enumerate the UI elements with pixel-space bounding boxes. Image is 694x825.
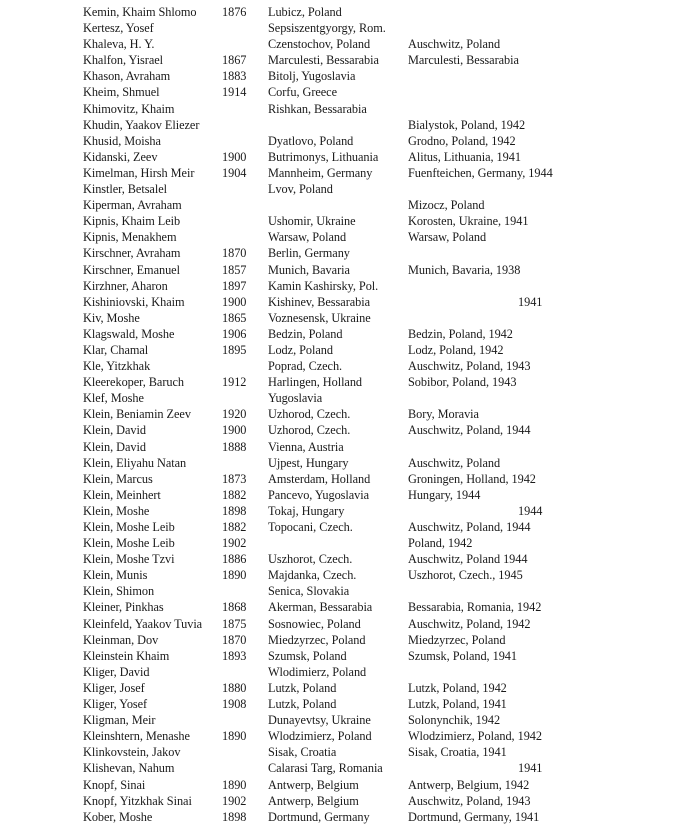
cell-fate: Szumsk, Poland, 1941: [408, 648, 517, 663]
cell-fate: Fuenfteichen, Germany, 1944: [408, 165, 553, 180]
table-row: [0, 551, 694, 567]
cell-birth-year: 1882: [222, 487, 247, 502]
cell-fate: Bory, Moravia: [408, 407, 479, 422]
table-row: [0, 519, 694, 535]
cell-birth-year: 1890: [222, 777, 247, 792]
cell-birth-year: 1868: [222, 600, 247, 615]
table-row: [0, 245, 694, 261]
cell-name: Kiv, Moshe: [83, 310, 140, 325]
cell-birth-year: 1886: [222, 552, 247, 567]
cell-name: Klein, Marcus: [83, 471, 153, 486]
cell-fate: Marculesti, Bessarabia: [408, 53, 519, 68]
cell-birth-year: [222, 36, 264, 52]
cell-fate: [405, 4, 694, 20]
cell-birth-year: 1880: [222, 680, 247, 695]
cell-fate: [405, 390, 694, 406]
table-row: [0, 406, 694, 422]
cell-name: Kober, Moshe: [83, 809, 153, 824]
cell-birthplace: Senica, Slovakia: [268, 584, 350, 599]
cell-fate: Auschwitz, Poland, 1944: [408, 520, 531, 534]
cell-name: Kleinshtern, Menashe: [83, 729, 190, 744]
cell-name: Klagswald, Moshe: [83, 326, 175, 341]
table-row: [0, 728, 694, 744]
cell-birthplace: Sosnowiec, Poland: [268, 616, 361, 631]
cell-birthplace: Kishinev, Bessarabia: [268, 294, 371, 309]
cell-fate: Mizocz, Poland: [408, 198, 485, 213]
cell-name: Kipnis, Khaim Leib: [83, 214, 181, 229]
cell-birth-year: [222, 197, 264, 213]
table-row: [0, 712, 694, 728]
cell-name: Kliger, David: [83, 664, 150, 679]
cell-birthplace: Lvov, Poland: [268, 182, 333, 197]
cell-fate: Korosten, Ukraine, 1941: [408, 214, 529, 229]
cell-birthplace: Lutzk, Poland: [268, 697, 337, 712]
cell-birth-year: 1882: [222, 520, 247, 534]
cell-fate: Groningen, Holland, 1942: [408, 471, 536, 486]
cell-birthplace: Corfu, Greece: [268, 85, 337, 100]
cell-birth-year: [222, 117, 264, 133]
cell-name: Khimovitz, Khaim: [83, 101, 175, 116]
cell-name: Klein, Eliyahu Natan: [83, 455, 187, 470]
cell-name: Khason, Avraham: [83, 69, 171, 84]
cell-birth-year: [222, 101, 264, 117]
cell-fate: Dortmund, Germany, 1941: [408, 809, 540, 824]
cell-fate: Poland, 1942: [408, 536, 473, 551]
cell-birthplace: Mannheim, Germany: [268, 165, 373, 180]
table-row: [0, 68, 694, 84]
cell-name: Klein, Munis: [83, 568, 148, 583]
cell-fate: Grodno, Poland, 1942: [408, 133, 516, 148]
cell-birth-year: [222, 181, 264, 197]
cell-birth-year: [222, 455, 264, 471]
cell-birthplace: Bitolj, Yugoslavia: [268, 69, 356, 84]
cell-birth-year: 1893: [222, 648, 247, 663]
cell-birth-year: 1898: [222, 809, 247, 824]
cell-birthplace: Marculesti, Bessarabia: [268, 53, 379, 68]
cell-name: Kleinstein Khaim: [83, 648, 170, 663]
cell-fate: 1944: [518, 503, 543, 518]
cell-name: Kligman, Meir: [83, 713, 156, 728]
cell-fate: [405, 664, 694, 680]
cell-name: Kimelman, Hirsh Meir: [83, 165, 195, 180]
cell-birth-year: 1870: [222, 632, 247, 647]
cell-fate: 1941: [518, 294, 543, 309]
cell-fate: [405, 20, 694, 36]
cell-fate: Auschwitz, Poland: [408, 37, 501, 52]
cell-birth-year: [222, 664, 264, 680]
cell-fate: Sisak, Croatia, 1941: [408, 745, 507, 760]
table-row: [0, 294, 694, 310]
cell-birth-year: 1912: [222, 375, 247, 390]
cell-birth-year: [222, 213, 264, 229]
table-row: [0, 149, 694, 165]
cell-birthplace: Miedzyrzec, Poland: [268, 632, 366, 647]
cell-birthplace: Lutzk, Poland: [268, 680, 337, 695]
cell-fate: Auschwitz, Poland, 1943: [408, 793, 531, 808]
cell-birth-year: [222, 760, 264, 776]
table-row: [0, 213, 694, 229]
cell-birthplace: Dunayevtsy, Ukraine: [268, 713, 371, 728]
cell-fate: Bialystok, Poland, 1942: [408, 117, 526, 132]
table-row: [0, 487, 694, 503]
cell-fate: Auschwitz, Poland 1944: [408, 552, 528, 567]
cell-fate: Auschwitz, Poland: [408, 455, 501, 470]
table-row: [0, 374, 694, 390]
cell-birthplace: Tokaj, Hungary: [268, 503, 345, 518]
table-row: [0, 535, 694, 551]
cell-name: Khaleva, H. Y.: [83, 37, 155, 52]
cell-fate: Lutzk, Poland, 1942: [408, 680, 507, 695]
table-row: [0, 310, 694, 326]
cell-birthplace: Czenstochov, Poland: [268, 37, 371, 52]
cell-birth-year: 1897: [222, 278, 247, 293]
cell-birthplace: Dortmund, Germany: [268, 809, 370, 824]
cell-birth-year: 1902: [222, 536, 247, 551]
cell-birth-year: [222, 358, 264, 374]
cell-birthplace: Rishkan, Bessarabia: [268, 101, 367, 116]
table-row: [0, 422, 694, 438]
cell-name: Kirzhner, Aharon: [83, 278, 168, 293]
table-row: [0, 229, 694, 245]
cell-birth-year: 1914: [222, 85, 247, 100]
cell-name: Klishevan, Nahum: [83, 761, 175, 776]
cell-fate: Solonynchik, 1942: [408, 713, 501, 728]
table-row: [0, 664, 694, 680]
cell-name: Kle, Yitzkhak: [83, 359, 151, 374]
cell-fate: Alitus, Lithuania, 1941: [408, 149, 521, 164]
cell-fate: [405, 181, 694, 197]
cell-birth-year: [222, 229, 264, 245]
cell-birth-year: [222, 20, 264, 36]
cell-birth-year: 1900: [222, 423, 247, 438]
cell-birthplace: Harlingen, Holland: [268, 375, 363, 390]
cell-fate: [405, 68, 694, 84]
cell-birth-year: 1870: [222, 246, 247, 261]
table-row: [0, 278, 694, 294]
cell-birth-year: 1902: [222, 793, 247, 808]
cell-fate: Wlodzimierz, Poland, 1942: [408, 729, 542, 744]
cell-birth-year: 1900: [222, 149, 247, 164]
cell-birth-year: 1906: [222, 326, 247, 341]
cell-fate: Antwerp, Belgium, 1942: [408, 777, 530, 792]
cell-fate: [405, 101, 694, 117]
table-row: [0, 744, 694, 760]
table-row: [0, 680, 694, 696]
cell-name: Khalfon, Yisrael: [83, 53, 164, 68]
table-body: [0, 4, 694, 825]
cell-fate: Warsaw, Poland: [408, 230, 487, 245]
cell-name: Knopf, Yitzkhak Sinai: [83, 793, 192, 808]
cell-fate: Munich, Bavaria, 1938: [408, 262, 521, 277]
table-row: [0, 809, 694, 825]
cell-birth-year: 1908: [222, 697, 247, 712]
table-row: [0, 503, 694, 519]
cell-birthplace: Voznesensk, Ukraine: [268, 310, 371, 325]
cell-fate: Bedzin, Poland, 1942: [408, 326, 513, 341]
cell-birthplace: Ujpest, Hungary: [268, 455, 349, 470]
table-row: [0, 760, 694, 776]
cell-birthplace: [264, 117, 405, 133]
cell-fate: Hungary, 1944: [408, 487, 481, 502]
cell-birth-year: [222, 133, 264, 149]
cell-birth-year: 1890: [222, 568, 247, 583]
cell-name: Kipnis, Menakhem: [83, 230, 177, 245]
table-row: [0, 390, 694, 406]
cell-birth-year: 1888: [222, 439, 247, 454]
cell-birthplace: Bedzin, Poland: [268, 326, 343, 341]
cell-fate: Auschwitz, Poland, 1942: [408, 616, 531, 631]
cell-birth-year: 1898: [222, 503, 247, 518]
table-row: [0, 455, 694, 471]
cell-name: Khudin, Yaakov Eliezer: [83, 117, 200, 132]
cell-birthplace: Uzhorod, Czech.: [268, 407, 351, 422]
cell-fate: [405, 583, 694, 599]
cell-name: Klein, Beniamin Zeev: [83, 407, 191, 422]
table-row: [0, 632, 694, 648]
cell-birth-year: 1857: [222, 262, 247, 277]
cell-birthplace: Sisak, Croatia: [268, 745, 337, 760]
table-row: [0, 616, 694, 632]
cell-fate: Auschwitz, Poland, 1944: [408, 423, 531, 438]
cell-birth-year: 1865: [222, 310, 247, 325]
table-row: [0, 696, 694, 712]
cell-fate: Sobibor, Poland, 1943: [408, 375, 517, 390]
cell-name: Klein, Moshe Leib: [83, 520, 175, 534]
cell-birthplace: Sepsiszentgyorgy, Rom.: [268, 21, 386, 36]
table-row: [0, 793, 694, 809]
cell-name: Kiperman, Avraham: [83, 198, 182, 213]
cell-name: Kinstler, Betsalel: [83, 182, 167, 197]
cell-birthplace: Berlin, Germany: [268, 246, 350, 261]
cell-birthplace: Szumsk, Poland: [268, 648, 347, 663]
table-row: [0, 181, 694, 197]
cell-name: Klar, Chamal: [83, 342, 149, 357]
cell-birthplace: Yugoslavia: [268, 391, 323, 406]
cell-fate: Uszhorot, Czech., 1945: [408, 568, 523, 583]
cell-birth-year: 1873: [222, 471, 247, 486]
cell-birth-year: 1876: [222, 5, 247, 19]
cell-name: Kleinman, Dov: [83, 632, 159, 647]
cell-fate: [405, 245, 694, 261]
table-row: [0, 583, 694, 599]
cell-birthplace: Poprad, Czech.: [268, 359, 343, 374]
cell-birthplace: Uzhorod, Czech.: [268, 423, 351, 438]
cell-fate: Miedzyrzec, Poland: [408, 632, 506, 647]
cell-birthplace: Warsaw, Poland: [268, 230, 347, 245]
cell-birthplace: Butrimonys, Lithuania: [268, 149, 379, 164]
cell-birthplace: Amsterdam, Holland: [268, 471, 371, 486]
table-row: [0, 52, 694, 68]
table-row: [0, 342, 694, 358]
cell-name: Klef, Moshe: [83, 391, 144, 406]
cell-name: Klein, Moshe Tzvi: [83, 552, 175, 567]
cell-name: Klein, Meinhert: [83, 487, 161, 502]
table-row: [0, 471, 694, 487]
table-row: [0, 439, 694, 455]
table-row: [0, 358, 694, 374]
cell-birth-year: 1890: [222, 729, 247, 744]
cell-birth-year: 1900: [222, 294, 247, 309]
name-index-table: [0, 4, 694, 825]
cell-birthplace: Akerman, Bessarabia: [268, 600, 373, 615]
cell-birthplace: Munich, Bavaria: [268, 262, 350, 277]
cell-birth-year: [222, 744, 264, 760]
table-row: [0, 4, 694, 20]
table-row: [0, 20, 694, 36]
cell-birthplace: Uszhorot, Czech.: [268, 552, 353, 567]
cell-fate: [405, 278, 694, 294]
cell-fate: 1941: [518, 761, 543, 776]
cell-name: Klein, David: [83, 423, 146, 438]
cell-name: Kleerekoper, Baruch: [83, 375, 184, 390]
cell-fate: Bessarabia, Romania, 1942: [408, 600, 542, 615]
cell-fate: [405, 439, 694, 455]
cell-birthplace: Antwerp, Belgium: [268, 793, 359, 808]
cell-birth-year: [222, 583, 264, 599]
cell-birthplace: Topocani, Czech.: [268, 520, 353, 534]
cell-name: Kidanski, Zeev: [83, 149, 158, 164]
cell-birthplace: Dyatlovo, Poland: [268, 133, 354, 148]
cell-birthplace: Kamin Kashirsky, Pol.: [268, 278, 379, 293]
cell-fate: Lutzk, Poland, 1941: [408, 697, 507, 712]
cell-birthplace: Pancevo, Yugoslavia: [268, 487, 370, 502]
cell-birth-year: 1920: [222, 407, 247, 422]
cell-name: Khusid, Moisha: [83, 133, 161, 148]
table-row: [0, 101, 694, 117]
cell-birthplace: Majdanka, Czech.: [268, 568, 357, 583]
cell-name: Knopf, Sinai: [83, 777, 146, 792]
cell-birth-year: 1895: [222, 342, 247, 357]
table-row: [0, 84, 694, 100]
cell-name: Klein, Shimon: [83, 584, 155, 599]
cell-birthplace: Wlodimierz, Poland: [268, 664, 367, 679]
cell-birthplace: Lodz, Poland: [268, 342, 333, 357]
cell-name: Klein, David: [83, 439, 146, 454]
cell-name: Kishiniovski, Khaim: [83, 294, 185, 309]
cell-name: Kemin, Khaim Shlomo: [83, 5, 197, 19]
cell-name: Kliger, Josef: [83, 680, 145, 695]
table-row: [0, 262, 694, 278]
table-row: [0, 567, 694, 583]
cell-name: Kliger, Yosef: [83, 697, 148, 712]
cell-fate: Auschwitz, Poland, 1943: [408, 359, 531, 374]
cell-name: Kirschner, Emanuel: [83, 262, 180, 277]
cell-name: Kleiner, Pinkhas: [83, 600, 164, 615]
cell-name: Kertesz, Yosef: [83, 21, 154, 36]
cell-birthplace: Calarasi Targ, Romania: [268, 761, 383, 776]
table-row: [0, 777, 694, 793]
cell-name: Klein, Moshe: [83, 503, 150, 518]
cell-name: Kleinfeld, Yaakov Tuvia: [83, 616, 203, 631]
cell-birth-year: [222, 390, 264, 406]
cell-birthplace: Vienna, Austria: [268, 439, 344, 454]
cell-name: Kirschner, Avraham: [83, 246, 181, 261]
cell-name: Klein, Moshe Leib: [83, 536, 175, 551]
table-row: [0, 326, 694, 342]
cell-birth-year: 1883: [222, 69, 247, 84]
cell-fate: Lodz, Poland, 1942: [408, 342, 504, 357]
cell-birth-year: 1904: [222, 165, 247, 180]
cell-birthplace: [264, 535, 405, 551]
table-row: [0, 36, 694, 52]
cell-name: Klinkovstein, Jakov: [83, 745, 181, 760]
cell-fate: [405, 310, 694, 326]
cell-birthplace: Lubicz, Poland: [268, 5, 342, 19]
cell-birth-year: 1875: [222, 616, 247, 631]
table-row: [0, 133, 694, 149]
table-row: [0, 599, 694, 615]
cell-birthplace: Antwerp, Belgium: [268, 777, 359, 792]
cell-fate: [405, 84, 694, 100]
cell-birthplace: Wlodzimierz, Poland: [268, 729, 372, 744]
cell-birthplace: [264, 197, 405, 213]
cell-birthplace: Ushomir, Ukraine: [268, 214, 356, 229]
cell-birth-year: 1867: [222, 53, 247, 68]
cell-birth-year: [222, 712, 264, 728]
table-row: [0, 648, 694, 664]
table-row: [0, 117, 694, 133]
cell-name: Kheim, Shmuel: [83, 85, 160, 100]
table-row: [0, 197, 694, 213]
table-row: [0, 165, 694, 181]
